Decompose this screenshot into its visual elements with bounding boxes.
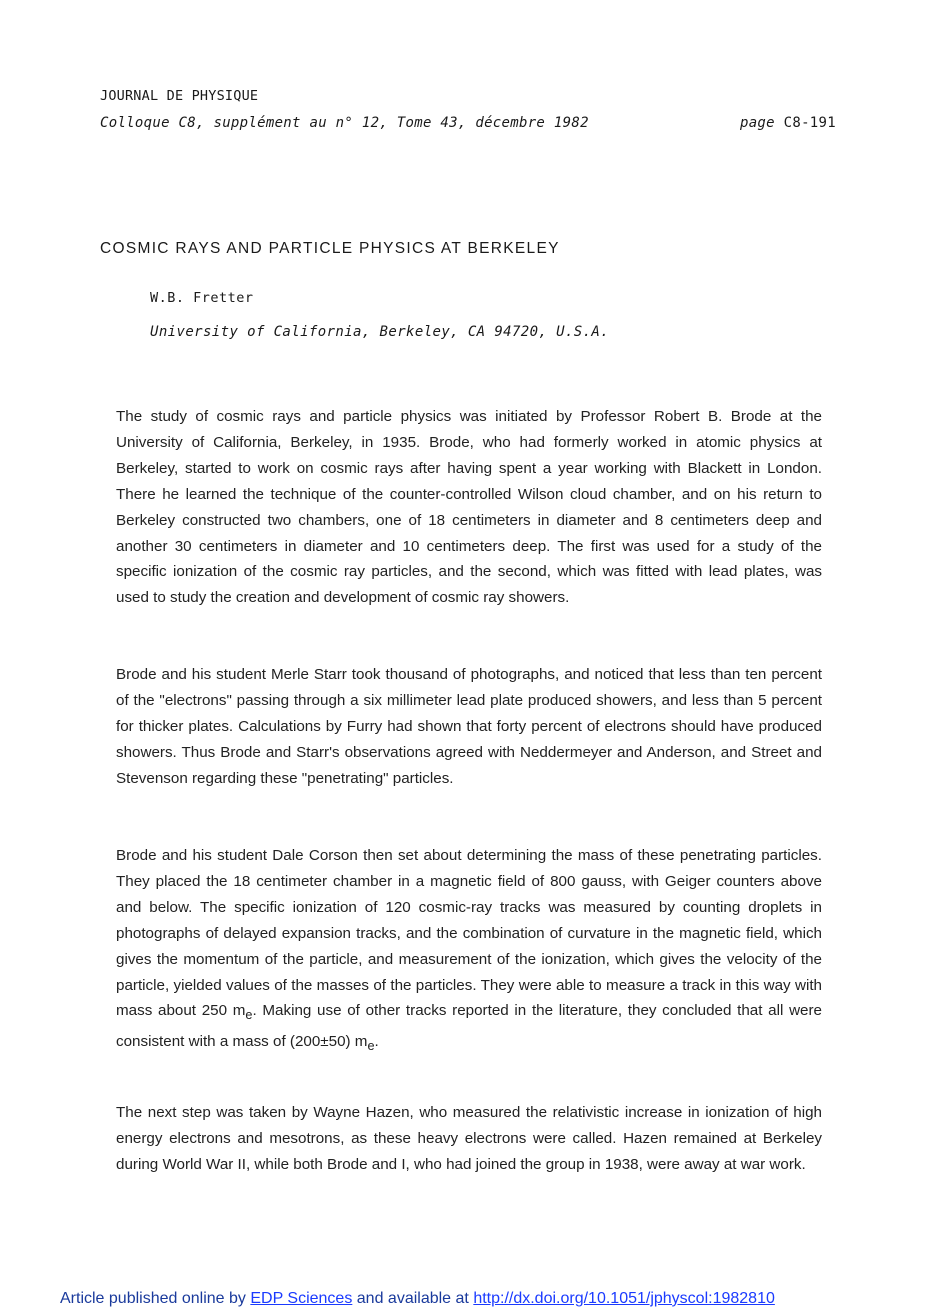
paragraph-text: The next step was taken by Wayne Hazen, who measured the relativistic increase in ionization of high energy electrons and mesotrons, as these heavy electrons were called. Hazen remained at Berkeley during World War II, while both Brode and I, who had joined the group in 1938, were away at war work.: [116, 1104, 822, 1173]
article-title: COSMIC RAYS AND PARTICLE PHYSICS AT BERKELEY: [100, 240, 560, 257]
author-name: W.B. Fretter: [150, 290, 254, 306]
page-number: [740, 115, 836, 131]
publication-footer: [60, 1290, 775, 1308]
journal-name: JOURNAL DE PHYSIQUE: [100, 88, 259, 104]
page-label: page: [739, 115, 775, 131]
paragraph-text: [116, 843, 822, 1060]
paragraph-text-part: . Making use of other tracks reported in the literature, they concluded that all were consistent with a mass of (200: [116, 1002, 822, 1051]
page-number-value: C8-191: [783, 115, 836, 131]
paragraph-text: The study of cosmic rays and particle physics was initiated by Professor Robert B. Brode at the University of California, Berkeley, in 1935. Brode, who had formerly worked in atomic physics at Berkeley, started to work on cosmic rays after having spent a year working with Blackett in London. There he learned the technique of the counter-controlled Wilson cloud chamber, and on his return to Berkeley constructed two chambers, one of 18 centimeters in diameter and 8 centimeters deep and another 30 centimeters in diameter and 10 centimeters deep. The first was used for a study of the specific ionization of the cosmic ray particles, and the second, which was fitted with lead plates, was used to study the creation and development of cosmic ray showers.: [116, 408, 822, 607]
subscript-e: e: [245, 1008, 253, 1023]
plus-minus-symbol: ±: [320, 1033, 329, 1051]
footer-middle: and available at: [352, 1290, 474, 1307]
body-paragraph-2: [116, 662, 822, 792]
paragraph-text-part: .: [374, 1033, 379, 1051]
paragraph-text: Brode and his student Merle Starr took thousand of photographs, and noticed that less than ten percent of the "electrons" passing through a six millimeter lead plate produced showers, and less than 5 percent for thicker plates. Calculations by Furry had shown that forty percent of electrons should have produced showers. Thus Brode and Starr's observations agreed with Neddermeyer and Anderson, and Street and Stevenson regarding these "penetrating" particles.: [116, 666, 822, 787]
publisher-link[interactable]: EDP Sciences: [250, 1290, 353, 1307]
subscript-e: e: [367, 1039, 375, 1054]
author-affiliation: University of California, Berkeley, CA 94720, U.S.A.: [150, 324, 610, 340]
issue-info: Colloque C8, supplément au n° 12, Tome 43, décembre 1982: [100, 115, 589, 131]
paragraph-text-part: 50) m: [328, 1033, 368, 1051]
body-paragraph-3: [116, 843, 822, 1060]
doi-link[interactable]: http://dx.doi.org/10.1051/jphyscol:1982810: [473, 1290, 775, 1307]
body-paragraph-4: [116, 1100, 822, 1178]
footer-prefix: Article published online by: [60, 1290, 251, 1307]
body-paragraph-1: [116, 404, 822, 611]
paragraph-text-part: Brode and his student Dale Corson then set about determining the mass of these penetrating particles. They placed the 18 centimeter chamber in a magnetic field of 800 gauss, with Geiger counters above and below. The specific ionization of 120 cosmic-ray tracks was measured by counting droplets in photographs of delayed expansion tracks, and the combination of curvature in the magnetic field, which gives the momentum of the particle, and measurement of the ionization, which gives the velocity of the particle, yielded values of the masses of the particles. They were able to measure a track in this way with mass about 250 m: [116, 847, 822, 1020]
